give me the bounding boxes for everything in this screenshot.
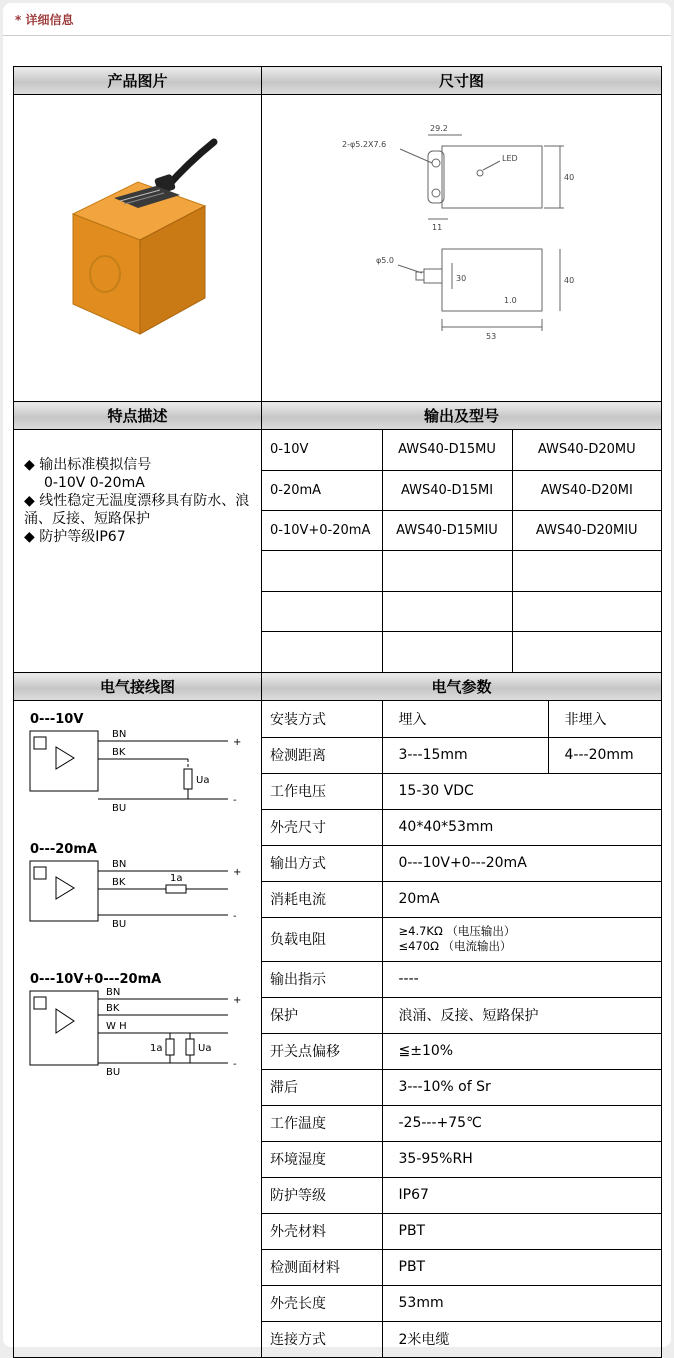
param-row bbox=[262, 961, 661, 997]
led-leader bbox=[483, 161, 500, 170]
param-row bbox=[262, 1105, 661, 1141]
param-row bbox=[262, 1141, 661, 1177]
wiring-header: 电气接线图 bbox=[14, 673, 262, 701]
model-nonflush-cell bbox=[512, 632, 661, 672]
param-row bbox=[262, 881, 661, 917]
param-value: 2米电缆 bbox=[382, 1321, 661, 1357]
param-row bbox=[262, 1033, 661, 1069]
wire-plus-2: + bbox=[233, 867, 242, 878]
load-label-3a: 1a bbox=[150, 1043, 163, 1054]
load-resistor-2 bbox=[166, 885, 186, 893]
wiring-diagrams-cell bbox=[14, 701, 262, 1358]
model-nonflush-cell: AWS40-D20MI bbox=[512, 470, 661, 510]
wire-label-bk-2: BK bbox=[112, 877, 126, 888]
param-row bbox=[262, 809, 661, 845]
param-label: 连接方式 bbox=[262, 1321, 382, 1357]
amp-triangle-1 bbox=[56, 747, 74, 769]
param-row bbox=[262, 1321, 661, 1357]
load-resistor-1 bbox=[184, 769, 192, 789]
dim-40-top: 40 bbox=[563, 173, 574, 182]
param-row bbox=[262, 1285, 661, 1321]
nub-tip bbox=[416, 272, 424, 280]
features-list bbox=[14, 430, 261, 546]
wire-label-bk-1: BK bbox=[112, 747, 126, 758]
output-model-row bbox=[262, 551, 661, 591]
model-nonflush-cell bbox=[512, 551, 661, 591]
top-view-body bbox=[442, 146, 542, 208]
param-label: 外壳长度 bbox=[262, 1285, 382, 1321]
model-flush-cell: AWS40-D15MU bbox=[382, 430, 512, 470]
dim-11: 11 bbox=[431, 223, 442, 232]
param-row bbox=[262, 845, 661, 881]
param-value: -25---+75℃ bbox=[382, 1105, 661, 1141]
param-label: 检测面材料 bbox=[262, 1249, 382, 1285]
output-models-cell bbox=[262, 430, 662, 673]
wire-label-bu-1: BU bbox=[112, 803, 127, 814]
wire-label-bu-2: BU bbox=[112, 919, 127, 930]
param-label: 负载电阻 bbox=[262, 917, 382, 961]
spec-table bbox=[13, 66, 662, 1358]
param-label: 保护 bbox=[262, 997, 382, 1033]
param-value bbox=[382, 917, 661, 961]
load-label-3b: Ua bbox=[198, 1043, 212, 1054]
param-label: 外壳尺寸 bbox=[262, 809, 382, 845]
param-label: 外壳材料 bbox=[262, 1213, 382, 1249]
wire-label-bn-1: BN bbox=[112, 729, 127, 740]
phi5-leader bbox=[398, 265, 422, 273]
param-value: 浪涌、反接、短路保护 bbox=[382, 997, 661, 1033]
param-value: IP67 bbox=[382, 1177, 661, 1213]
led-label: LED bbox=[501, 154, 518, 163]
param-row bbox=[262, 1177, 661, 1213]
param-row bbox=[262, 773, 661, 809]
wiring-title-1: 0---10V bbox=[30, 712, 84, 727]
param-row bbox=[262, 737, 661, 773]
wire-plus-1: + bbox=[233, 737, 242, 748]
feature-item: ◆ 防护等级IP67 bbox=[24, 529, 126, 545]
model-nonflush-cell: AWS40-D20MIU bbox=[512, 511, 661, 551]
output-range-cell bbox=[262, 591, 382, 631]
wire-label-bu-3: BU bbox=[106, 1067, 121, 1078]
param-label: 检测距离 bbox=[262, 737, 382, 773]
param-value: 40*40*53mm bbox=[382, 809, 661, 845]
led-hole bbox=[477, 170, 483, 176]
param-value: 35-95%RH bbox=[382, 1141, 661, 1177]
sensor-face-3 bbox=[34, 997, 46, 1009]
model-nonflush-cell bbox=[512, 591, 661, 631]
sensor-box-1 bbox=[30, 731, 98, 791]
holes-leader bbox=[400, 149, 432, 163]
dim-1-0: 1.0 bbox=[503, 296, 517, 305]
param-label: 消耗电流 bbox=[262, 881, 382, 917]
sensor-box-2 bbox=[30, 861, 98, 921]
feature-item-sub: 0-10V 0-20mA bbox=[44, 475, 145, 491]
param-value: 0---10V+0---20mA bbox=[382, 845, 661, 881]
param-value: 15-30 VDC bbox=[382, 773, 661, 809]
amp-triangle-3 bbox=[56, 1009, 74, 1033]
dim-phi5: φ5.0 bbox=[375, 256, 394, 265]
model-flush-cell: AWS40-D15MI bbox=[382, 470, 512, 510]
feature-item: ◆ 输出标准模拟信号 bbox=[24, 457, 152, 473]
output-range-cell bbox=[262, 632, 382, 672]
param-value: 20mA bbox=[382, 881, 661, 917]
output-models-table bbox=[262, 430, 661, 672]
output-range-cell bbox=[262, 551, 382, 591]
param-label: 输出指示 bbox=[262, 961, 382, 997]
param-row bbox=[262, 917, 661, 961]
output-range-cell: 0-10V bbox=[262, 430, 382, 470]
feature-item: ◆ 线性稳定无温度漂移具有防水、浪涌、反接、短路保护 bbox=[24, 493, 250, 527]
param-value: PBT bbox=[382, 1249, 661, 1285]
param-row bbox=[262, 1213, 661, 1249]
load-label-1: Ua bbox=[196, 775, 210, 786]
param-value: 53mm bbox=[382, 1285, 661, 1321]
mount-hole-1 bbox=[432, 159, 440, 167]
features-header: 特点描述 bbox=[14, 402, 262, 430]
param-label: 防护等级 bbox=[262, 1177, 382, 1213]
dimension-drawing-cell bbox=[262, 95, 662, 402]
param-row bbox=[262, 1069, 661, 1105]
top-divider bbox=[3, 35, 671, 36]
param-value-line1: ≥4.7KΩ （电压输出） bbox=[398, 924, 516, 938]
product-image-header: 产品图片 bbox=[14, 67, 262, 95]
dimension-drawing bbox=[272, 121, 652, 371]
param-label: 输出方式 bbox=[262, 845, 382, 881]
dim-holes: 2-φ5.2X7.6 bbox=[341, 140, 386, 149]
param-row bbox=[262, 701, 661, 737]
param-label: 工作电压 bbox=[262, 773, 382, 809]
dim-40-bottom: 40 bbox=[563, 276, 574, 285]
output-model-row bbox=[262, 591, 661, 631]
output-range-cell: 0-20mA bbox=[262, 470, 382, 510]
wire-minus-2: - bbox=[233, 911, 237, 922]
dim-29-2: 29.2 bbox=[429, 124, 448, 133]
param-value: 3---15mm bbox=[382, 737, 548, 773]
wire-plus-3: + bbox=[233, 995, 242, 1006]
param-value: 埋入 bbox=[382, 701, 548, 737]
param-row bbox=[262, 997, 661, 1033]
param-value-line2: ≤470Ω （电流输出） bbox=[398, 939, 512, 953]
sensor-face-1 bbox=[34, 737, 46, 749]
nub-body bbox=[424, 269, 442, 283]
features-cell bbox=[14, 430, 262, 673]
product-photo-cell bbox=[14, 95, 262, 402]
amp-triangle-2 bbox=[56, 877, 74, 899]
param-value: ≦±10% bbox=[382, 1033, 661, 1069]
load-resistor-3b bbox=[186, 1039, 194, 1055]
param-value: ---- bbox=[382, 961, 661, 997]
param-label: 安装方式 bbox=[262, 701, 382, 737]
page-note: * 详细信息 bbox=[15, 13, 74, 27]
sensor-face-2 bbox=[34, 867, 46, 879]
load-resistor-3a bbox=[166, 1039, 174, 1055]
model-nonflush-cell: AWS40-D20MU bbox=[512, 430, 661, 470]
param-label: 开关点偏移 bbox=[262, 1033, 382, 1069]
wire-label-bk-3: BK bbox=[106, 1003, 120, 1014]
model-flush-cell: AWS40-D15MIU bbox=[382, 511, 512, 551]
dim-30: 30 bbox=[455, 274, 466, 283]
model-flush-cell bbox=[382, 551, 512, 591]
output-model-row bbox=[262, 511, 661, 551]
mount-hole-2 bbox=[432, 189, 440, 197]
wiring-title-2: 0---20mA bbox=[30, 842, 97, 857]
output-models-header: 输出及型号 bbox=[262, 402, 662, 430]
electrical-params-cell bbox=[262, 701, 662, 1358]
dimensions-header: 尺寸图 bbox=[262, 67, 662, 95]
output-model-row bbox=[262, 470, 661, 510]
model-flush-cell bbox=[382, 632, 512, 672]
product-photo bbox=[48, 136, 228, 356]
wiring-diagrams bbox=[28, 711, 256, 1106]
model-flush-cell bbox=[382, 591, 512, 631]
wire-minus-3: - bbox=[233, 1059, 237, 1070]
electrical-params-header: 电气参数 bbox=[262, 673, 662, 701]
wire-label-wh-3: W H bbox=[106, 1021, 127, 1032]
param-value: 非埋入 bbox=[548, 701, 661, 737]
wire-label-bn-3: BN bbox=[106, 987, 121, 998]
wire-label-bn-2: BN bbox=[112, 859, 127, 870]
param-label: 工作温度 bbox=[262, 1105, 382, 1141]
content-panel bbox=[3, 3, 671, 1347]
output-range-cell: 0-10V+0-20mA bbox=[262, 511, 382, 551]
param-label: 环境湿度 bbox=[262, 1141, 382, 1177]
electrical-params-table bbox=[262, 701, 661, 1357]
param-value: 3---10% of Sr bbox=[382, 1069, 661, 1105]
param-value: PBT bbox=[382, 1213, 661, 1249]
output-model-row bbox=[262, 632, 661, 672]
wiring-title-3: 0---10V+0---20mA bbox=[30, 972, 162, 987]
wire-minus-1: - bbox=[233, 795, 237, 806]
param-value: 4---20mm bbox=[548, 737, 661, 773]
dim-53: 53 bbox=[485, 332, 496, 341]
param-label: 滞后 bbox=[262, 1069, 382, 1105]
param-row bbox=[262, 1249, 661, 1285]
output-model-row bbox=[262, 430, 661, 470]
load-label-2: 1a bbox=[170, 873, 183, 884]
